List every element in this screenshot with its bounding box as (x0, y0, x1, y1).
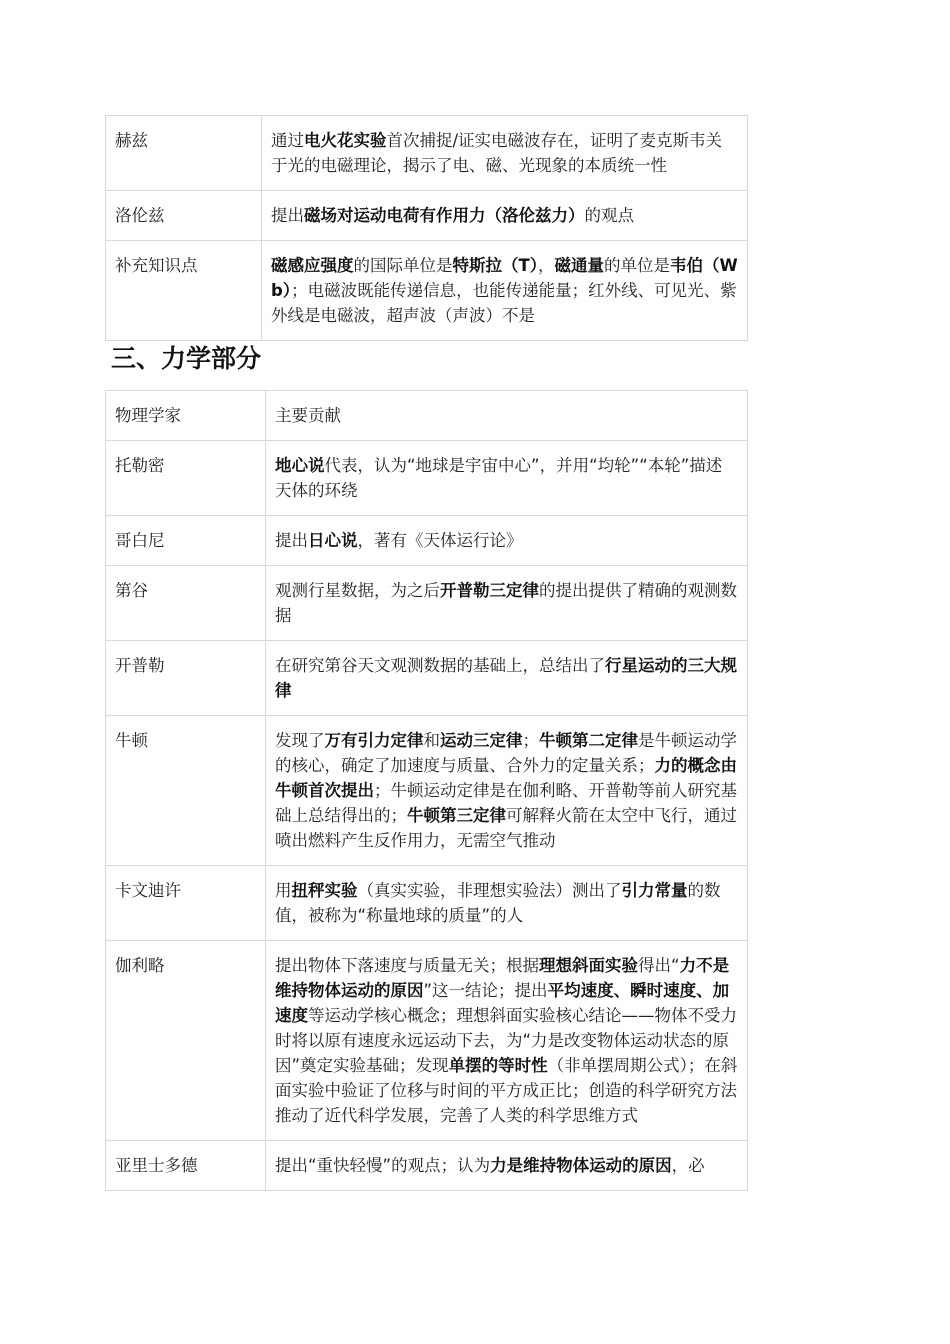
header-physicist: 物理学家 (106, 391, 266, 441)
table-row (106, 641, 748, 716)
text-segment: 发现了 (275, 731, 325, 750)
bold-text: 日心说 (308, 531, 358, 550)
contribution-text (266, 1141, 748, 1191)
physicist-name: 伽利略 (106, 941, 266, 1141)
text-segment: 首次捕捉/证实电磁波存在，证明了麦克斯韦关于光的电磁理论，揭示了电、磁、光现象的本质统一性 (271, 131, 723, 175)
table-header-row (106, 391, 748, 441)
text-segment: ，必 (671, 1156, 705, 1175)
bold-text: 牛顿第二定律 (539, 731, 638, 750)
table-row (106, 941, 748, 1141)
bold-text: 电火花实验 (304, 131, 387, 150)
contribution-text (266, 566, 748, 641)
table-row (106, 116, 748, 191)
table-row (106, 441, 748, 516)
text-segment: 的观点 (584, 206, 634, 225)
bold-text: 地心说 (275, 456, 325, 475)
physicist-name: 卡文迪许 (106, 866, 266, 941)
bold-text: 扭秤实验 (291, 881, 358, 900)
text-segment: ，著有《天体运行论》 (357, 531, 523, 550)
bold-text: 行星运动的三大规律 (275, 656, 737, 700)
text-segment: ； (522, 731, 539, 750)
text-segment: ， (538, 256, 555, 275)
bold-text: 引力常量 (621, 881, 688, 900)
physicist-name: 第谷 (106, 566, 266, 641)
text-segment: 在研究第谷天文观测数据的基础上，总结出了 (275, 656, 605, 675)
text-segment: 得出“ (638, 956, 680, 975)
physicist-name: 赫兹 (106, 116, 262, 191)
contribution-text (266, 941, 748, 1141)
text-segment: 提出 (275, 531, 308, 550)
bold-text: 牛顿第三定律 (407, 806, 506, 825)
text-segment: ；牛顿运动定律是在伽利略、开普勒等前人研究基础上总结得出的； (275, 781, 737, 825)
text-segment: 观测行星数据，为之后 (275, 581, 440, 600)
bold-text: 磁场对运动电荷有作用力（洛伦兹力） (304, 206, 585, 225)
text-segment: 提出物体下落速度与质量无关；根据 (275, 956, 539, 975)
bold-text: 特斯拉（T） (452, 256, 539, 275)
contribution-text (266, 516, 748, 566)
bold-text: 韦伯（Wb） (271, 256, 738, 300)
text-segment: 是牛顿运动学的核心，确定了加速度与质量、合外力的定量关系； (275, 731, 737, 775)
bold-text: 理想斜面实验 (539, 956, 638, 975)
contribution-text (266, 866, 748, 941)
table-row (106, 241, 748, 341)
mechanics-table-body (106, 391, 748, 1191)
text-segment: 的国际单位是 (353, 256, 453, 275)
physicist-name: 托勒密 (106, 441, 266, 516)
bold-text: 磁通量 (554, 256, 605, 275)
text-segment: 和 (423, 731, 440, 750)
bold-text: 运动三定律 (440, 731, 523, 750)
contribution-text (262, 116, 748, 191)
contribution-text (262, 191, 748, 241)
text-segment: 的数值，被称为“称量地球的质量”的人 (275, 881, 721, 925)
text-segment: 通过 (271, 131, 304, 150)
text-segment: 可解释火箭在太空中飞行，通过喷出燃料产生反作用力，无需空气推动 (275, 806, 737, 850)
em-table-body (106, 116, 748, 341)
table-row (106, 716, 748, 866)
text-segment: 提出 (271, 206, 304, 225)
physicist-name: 洛伦兹 (106, 191, 262, 241)
table-row (106, 516, 748, 566)
electromagnetism-table (105, 115, 748, 341)
contribution-text (266, 641, 748, 716)
text-segment: 的提出提供了精确的观测数据 (275, 581, 737, 625)
bold-text: 力是维持物体运动的原因 (490, 1156, 672, 1175)
header-contribution: 主要贡献 (266, 391, 748, 441)
bold-text: 力的概念由牛顿首次提出 (275, 756, 737, 800)
contribution-text (262, 241, 748, 341)
text-segment: 等运动学核心概念；理想斜面实验核心结论——物体不受力时将以原有速度永远运动下去，为“力是改变物体运动状态的原因”奠定实验基础；发现 (275, 1006, 737, 1075)
table-row (106, 566, 748, 641)
text-segment: 用 (275, 881, 292, 900)
text-segment: ；电磁波既能传递信息，也能传递能量；红外线、可见光、紫外线是电磁波，超声波（声波）不是 (271, 281, 737, 325)
bold-text: 力不是维持物体运动的原因 (275, 956, 730, 1000)
table-row (106, 866, 748, 941)
bold-text: 开普勒三定律 (440, 581, 539, 600)
physicist-name: 哥白尼 (106, 516, 266, 566)
bold-text: 磁感应强度 (271, 256, 354, 275)
mechanics-table (105, 390, 748, 1191)
bold-text: 平均速度、瞬时速度、加速度 (275, 981, 730, 1025)
bold-text: 万有引力定律 (324, 731, 424, 750)
text-segment: （真实实验，非理想实验法）测出了 (357, 881, 622, 900)
text-segment: 提出“重快轻慢”的观点；认为 (275, 1156, 491, 1175)
physicist-name: 开普勒 (106, 641, 266, 716)
contribution-text (266, 716, 748, 866)
physicist-name: 亚里士多德 (106, 1141, 266, 1191)
text-segment: 的单位是 (604, 256, 671, 275)
physicist-name: 补充知识点 (106, 241, 262, 341)
physicist-name: 牛顿 (106, 716, 266, 866)
table-row (106, 1141, 748, 1191)
contribution-text (266, 441, 748, 516)
text-segment: ”这一结论；提出 (423, 981, 548, 1000)
text-segment: 代表，认为“地球是宇宙中心”，并用“均轮”“本轮”描述天体的环绕 (275, 456, 723, 500)
section-title: 三、力学部分 (111, 344, 262, 373)
bold-text: 单摆的等时性 (448, 1056, 548, 1075)
table-row (106, 191, 748, 241)
text-segment: （非单摆周期公式）；在斜面实验中验证了位移与时间的平方成正比；创造的科学研究方法推动了近代科学发展，完善了人类的科学思维方式 (275, 1056, 738, 1125)
